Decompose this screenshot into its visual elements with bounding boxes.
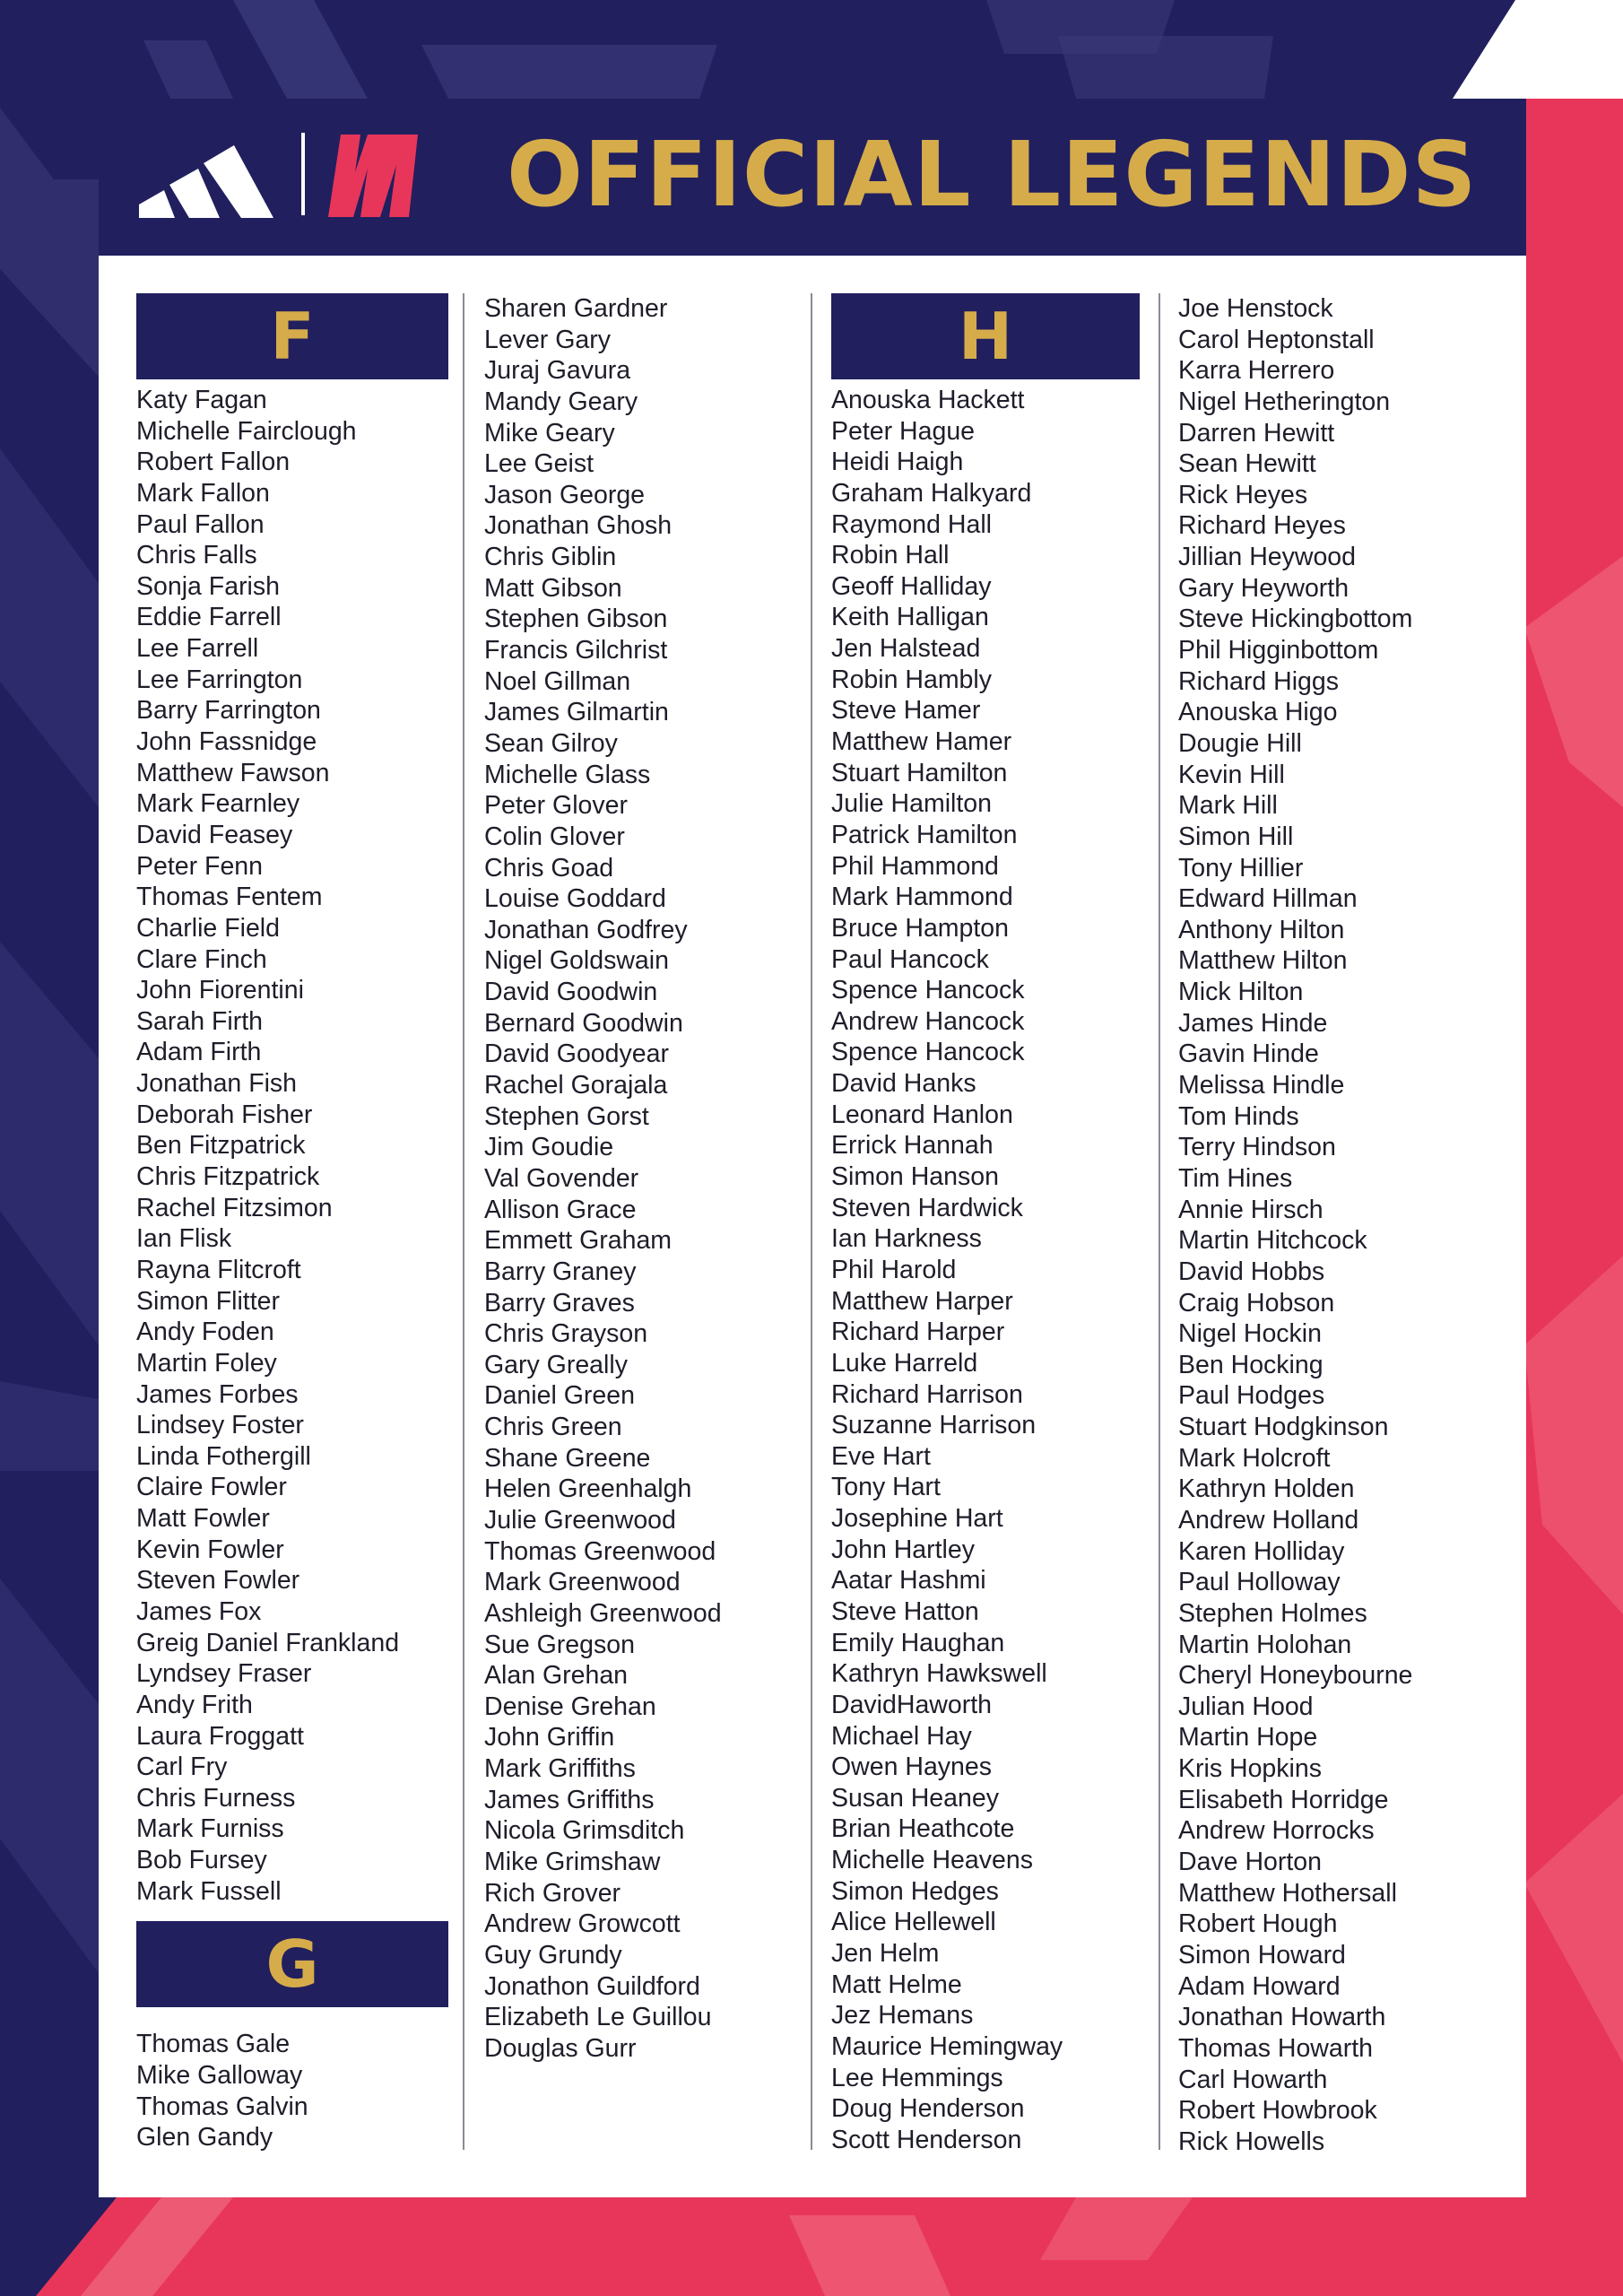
legend-name: Elizabeth Le Guillou	[484, 2003, 712, 2032]
legend-name: Val Govender	[484, 1163, 639, 1193]
legend-name: David Hobbs	[1178, 1257, 1325, 1286]
legend-name: James Fox	[136, 1596, 262, 1626]
legend-name: Joe Henstock	[1178, 294, 1333, 323]
legend-name: Chris Falls	[136, 541, 257, 570]
legend-name: Suzanne Harrison	[831, 1411, 1037, 1440]
legend-name: David Goodyear	[484, 1039, 669, 1069]
legend-name: Paul Hancock	[831, 944, 989, 974]
legend-name: Julie Hamilton	[831, 789, 992, 819]
legend-name: Spence Hancock	[831, 1038, 1025, 1067]
legend-name: Glen Gandy	[136, 2123, 273, 2152]
legend-name: Barry Farrington	[136, 696, 321, 726]
legend-name: Ian Flisk	[136, 1224, 232, 1254]
legend-name: Chris Furness	[136, 1783, 296, 1813]
legend-name: Steve Hickingbottom	[1178, 604, 1413, 634]
legend-name: Aatar Hashmi	[831, 1566, 986, 1596]
legend-name: Nigel Hockin	[1178, 1319, 1322, 1349]
legend-name: Jen Helm	[831, 1939, 940, 1969]
legend-name: Tom Hinds	[1178, 1101, 1299, 1131]
legend-name: Rick Howells	[1178, 2126, 1325, 2156]
legend-name: Thomas Howarth	[1178, 2033, 1373, 2063]
legend-name: Josephine Hart	[831, 1504, 1003, 1534]
legend-name: Stephen Gorst	[484, 1101, 649, 1131]
legend-name: Lee Farrington	[136, 665, 303, 694]
legend-name: Richard Harrison	[831, 1379, 1023, 1409]
legend-name: Matt Gibson	[484, 573, 622, 603]
poster-title: OFFICIAL LEGENDS	[507, 122, 1478, 227]
legend-name: Lyndsey Fraser	[136, 1659, 312, 1689]
legend-name: Barry Graves	[484, 1288, 635, 1318]
legend-name: Graham Halkyard	[831, 478, 1032, 508]
legend-name: David Feasey	[136, 820, 293, 849]
legend-name: Robert Fallon	[136, 448, 291, 477]
legend-name: Thomas Greenwood	[484, 1536, 716, 1566]
legend-name: David Goodwin	[484, 978, 658, 1007]
legend-name: Chris Giblin	[484, 543, 617, 572]
legend-name: Michelle Glass	[484, 760, 651, 789]
legend-name: Cheryl Honeybourne	[1178, 1661, 1413, 1691]
legend-name: Andrew Hancock	[831, 1006, 1025, 1036]
legend-name: Claire Fowler	[136, 1473, 287, 1502]
legend-name: Chris Fitzpatrick	[136, 1162, 320, 1192]
legend-name: Elisabeth Horridge	[1178, 1785, 1389, 1814]
legend-name: Thomas Galvin	[136, 2092, 308, 2121]
legend-name: Jen Halstead	[831, 634, 981, 664]
legend-name: Maurice Hemingway	[831, 2031, 1063, 2061]
legend-name: Kris Hopkins	[1178, 1754, 1322, 1784]
names-list-h-part-2	[1178, 293, 1510, 2157]
legend-name: Keith Halligan	[831, 603, 989, 632]
legend-name: Andrew Horrocks	[1178, 1816, 1375, 1846]
legend-name: David Hanks	[831, 1069, 976, 1099]
names-list-f	[136, 385, 450, 1907]
legend-name: Lee Hemmings	[831, 2063, 1003, 2092]
legend-name: Thomas Gale	[136, 2030, 291, 2059]
legend-name: Karen Holliday	[1178, 1536, 1345, 1566]
legend-name: Jez Hemans	[831, 2001, 974, 2031]
legend-name: Andrew Holland	[1178, 1505, 1359, 1535]
legend-name: Chris Green	[484, 1413, 622, 1442]
legend-name: Anouska Hackett	[831, 386, 1025, 414]
m-monogram-logo	[328, 135, 418, 217]
legend-name: Francis Gilchrist	[484, 636, 668, 665]
legend-name: Anouska Higo	[1178, 698, 1338, 727]
legend-name: James Forbes	[136, 1379, 299, 1409]
legend-name: Sarah Firth	[136, 1006, 263, 1036]
legend-name: Douglas Gurr	[484, 2033, 637, 2063]
legend-name: Susan Heaney	[831, 1783, 999, 1813]
legend-name: Annie Hirsch	[1178, 1195, 1324, 1224]
legend-name: Gavin Hinde	[1178, 1039, 1319, 1069]
column-2	[484, 293, 807, 2065]
legend-name: Nigel Hetherington	[1178, 387, 1391, 416]
legend-name: Dougie Hill	[1178, 728, 1302, 758]
legend-name: Kevin Hill	[1178, 760, 1285, 789]
legend-name: Jim Goudie	[484, 1133, 614, 1162]
legend-name: Bernard Goodwin	[484, 1008, 683, 1038]
legend-name: Matthew Harper	[831, 1286, 1013, 1316]
legend-name: Bruce Hampton	[831, 913, 1010, 943]
legend-name: Leonard Hanlon	[831, 1100, 1013, 1129]
legend-name: Raymond Hall	[831, 509, 992, 539]
legend-name: Stuart Hamilton	[831, 758, 1008, 787]
legend-name: Paul Holloway	[1178, 1568, 1341, 1597]
legend-name: Thomas Fentem	[136, 883, 323, 912]
legend-name: Terry Hindson	[1178, 1133, 1336, 1162]
legend-name: Carl Howarth	[1178, 2065, 1328, 2094]
legend-name: Sue Gregson	[484, 1630, 635, 1659]
names-list-g-part-1	[136, 2029, 450, 2153]
legend-name: Richard Higgs	[1178, 666, 1339, 696]
legend-name: Mandy Geary	[484, 387, 638, 416]
names-list-g-part-2	[484, 293, 807, 2065]
legend-name: Jonathan Howarth	[1178, 2003, 1386, 2032]
legend-name: Tony Hillier	[1178, 853, 1304, 883]
legend-name: Phil Higginbottom	[1178, 636, 1379, 665]
legend-name: Edward Hillman	[1178, 884, 1358, 914]
legend-name: Kathryn Holden	[1178, 1474, 1355, 1504]
logo-divider	[301, 133, 305, 215]
column-3	[831, 293, 1145, 2156]
legend-name: Stephen Holmes	[1178, 1598, 1367, 1628]
legend-name: Greig Daniel Frankland	[136, 1628, 400, 1657]
legend-name: Adam Firth	[136, 1038, 262, 1067]
legend-name: Robin Hall	[831, 541, 950, 570]
legend-name: Craig Hobson	[1178, 1288, 1335, 1318]
legend-name: Jonathon Guildford	[484, 1971, 700, 2001]
legend-name: Matthew Hamer	[831, 727, 1012, 757]
legend-name: Richard Heyes	[1178, 511, 1346, 541]
legend-name: Julie Greenwood	[484, 1505, 676, 1535]
legend-name: James Griffiths	[484, 1785, 655, 1814]
legend-name: Lindsey Foster	[136, 1411, 304, 1440]
legend-name: Katy Fagan	[136, 386, 267, 414]
legend-name: Karra Herrero	[1178, 356, 1335, 386]
legend-name: Patrick Hamilton	[831, 820, 1018, 849]
legend-name: Sean Gilroy	[484, 728, 618, 758]
legend-name: Errick Hannah	[831, 1131, 994, 1161]
legend-name: Helen Greenhalgh	[484, 1474, 692, 1504]
legend-name: Mick Hilton	[1178, 978, 1304, 1007]
legend-name: Scott Henderson	[831, 2125, 1022, 2154]
legend-name: Simon Hill	[1178, 822, 1294, 851]
legend-name: Matthew Hilton	[1178, 946, 1348, 976]
adidas-logo	[139, 133, 273, 218]
legend-name: Jillian Heywood	[1178, 543, 1357, 572]
legend-name: Tony Hart	[831, 1473, 941, 1502]
section-header-g: G	[136, 1921, 448, 2007]
legend-name: Emily Haughan	[831, 1628, 1005, 1657]
legend-name: Matt Helme	[831, 1970, 962, 1999]
legend-name: Rachel Gorajala	[484, 1071, 668, 1100]
legend-name: Guy Grundy	[484, 1940, 622, 1970]
legend-name: Juraj Gavura	[484, 356, 631, 386]
legend-name: Geoff Halliday	[831, 571, 992, 601]
legend-name: Sharen Gardner	[484, 294, 668, 323]
legend-name: Matt Fowler	[136, 1504, 270, 1534]
legend-name: Mark Griffiths	[484, 1754, 636, 1784]
legend-name: Robert Howbrook	[1178, 2096, 1377, 2126]
legend-name: Richard Harper	[831, 1318, 1005, 1347]
legend-name: DavidHaworth	[831, 1690, 992, 1719]
legend-name: Kathryn Hawkswell	[831, 1659, 1047, 1689]
legend-name: Michelle Heavens	[831, 1846, 1033, 1875]
legend-name: Lee Farrell	[136, 634, 259, 664]
legend-name: Sonja Farish	[136, 571, 280, 601]
legend-name: Mike Galloway	[136, 2061, 303, 2091]
legend-name: John Fiorentini	[136, 976, 304, 1005]
legend-name: Heidi Haigh	[831, 448, 964, 477]
legend-name: Alan Grehan	[484, 1661, 629, 1691]
legend-name: Peter Hague	[831, 416, 976, 446]
legend-name: Simon Hedges	[831, 1876, 999, 1906]
legend-name: Martin Hope	[1178, 1723, 1318, 1752]
legend-name: Robin Hambly	[831, 665, 992, 694]
legend-name: Andy Foden	[136, 1318, 274, 1347]
legend-name: Martin Holohan	[1178, 1630, 1352, 1659]
legend-name: Mark Fearnley	[136, 789, 300, 819]
legend-name: John Fassnidge	[136, 727, 317, 757]
legend-name: Steve Hamer	[831, 696, 981, 726]
legend-name: Andrew Growcott	[484, 1909, 681, 1939]
legend-name: Anthony Hilton	[1178, 915, 1345, 944]
legend-name: James Gilmartin	[484, 698, 669, 727]
legend-name: Ben Hocking	[1178, 1350, 1324, 1379]
legend-name: Sean Hewitt	[1178, 449, 1316, 479]
legend-name: Martin Foley	[136, 1348, 277, 1378]
legend-name: Daniel Green	[484, 1381, 635, 1411]
legend-name: Michelle Fairclough	[136, 416, 357, 446]
legend-name: John Hartley	[831, 1535, 975, 1564]
column-divider	[463, 293, 464, 2150]
legend-name: Mark Furniss	[136, 1814, 284, 1844]
names-list-h-part-1	[831, 385, 1145, 2156]
legend-name: Chris Grayson	[484, 1319, 648, 1349]
legend-name: Stephen Gibson	[484, 604, 668, 634]
legend-name: Mark Greenwood	[484, 1568, 681, 1597]
column-1	[136, 293, 450, 2153]
legend-name: John Griffin	[484, 1723, 615, 1752]
legend-name: Doug Henderson	[831, 2094, 1025, 2124]
legend-name: Alice Hellewell	[831, 1908, 996, 1937]
legend-name: Eve Hart	[831, 1441, 931, 1471]
legend-name: Mark Fussell	[136, 1876, 282, 1906]
legend-name: Nigel Goldswain	[484, 946, 669, 976]
legend-name: Brian Heathcote	[831, 1814, 1015, 1844]
legend-name: Matthew Fawson	[136, 758, 330, 787]
legend-name: Steve Hatton	[831, 1596, 979, 1626]
legend-name: Rayna Flitcroft	[136, 1255, 301, 1284]
legend-name: Jason George	[484, 480, 646, 509]
column-divider	[811, 293, 812, 2150]
legend-name: Deborah Fisher	[136, 1100, 313, 1129]
legend-name: Shane Greene	[484, 1443, 651, 1473]
legend-name: Kevin Fowler	[136, 1535, 284, 1564]
column-divider	[1159, 293, 1160, 2150]
legend-name: Mark Fallon	[136, 478, 270, 508]
legend-name: Peter Glover	[484, 791, 628, 821]
legend-name: Paul Fallon	[136, 509, 265, 539]
legend-name: Mike Grimshaw	[484, 1848, 661, 1877]
legend-name: Robert Hough	[1178, 1909, 1338, 1939]
legend-name: Ian Harkness	[831, 1224, 982, 1254]
legend-name: Phil Hammond	[831, 851, 999, 881]
legend-name: Denise Grehan	[484, 1692, 656, 1721]
legend-name: Charlie Field	[136, 913, 280, 943]
legend-name: Laura Froggatt	[136, 1721, 304, 1751]
legend-name: Barry Graney	[484, 1257, 637, 1286]
legend-name: Michael Hay	[831, 1721, 972, 1751]
legend-name: Mike Geary	[484, 418, 615, 448]
column-4	[1178, 293, 1510, 2157]
legend-name: Spence Hancock	[831, 976, 1025, 1005]
legend-name: Gary Heyworth	[1178, 573, 1350, 603]
legend-name: Noel Gillman	[484, 666, 631, 696]
legend-name: Luke Harreld	[831, 1348, 978, 1378]
legend-name: Lever Gary	[484, 325, 611, 354]
legend-name: Ben Fitzpatrick	[136, 1131, 306, 1161]
legend-name: Stuart Hodgkinson	[1178, 1413, 1389, 1442]
legend-name: Rick Heyes	[1178, 480, 1308, 509]
legend-name: Owen Haynes	[831, 1752, 993, 1782]
legend-name: Simon Flitter	[136, 1286, 280, 1316]
legend-name: Bob Fursey	[136, 1846, 267, 1875]
section-header-f: F	[136, 293, 448, 379]
legend-name: Peter Fenn	[136, 851, 263, 881]
legend-name: Matthew Hothersall	[1178, 1878, 1397, 1908]
legend-name: Mark Hill	[1178, 791, 1278, 821]
section-header-h: H	[831, 293, 1140, 379]
legend-name: Linda Fothergill	[136, 1441, 311, 1471]
legend-name: Colin Glover	[484, 822, 625, 851]
legend-name: Simon Howard	[1178, 1940, 1346, 1970]
legend-name: Steven Fowler	[136, 1566, 300, 1596]
legend-name: Eddie Farrell	[136, 603, 282, 632]
legend-name: Mark Holcroft	[1178, 1443, 1331, 1473]
legend-name: James Hinde	[1178, 1008, 1328, 1038]
legend-name: Steven Hardwick	[831, 1193, 1023, 1222]
legend-name: Darren Hewitt	[1178, 418, 1335, 448]
legend-name: Jonathan Fish	[136, 1069, 298, 1099]
legend-name: Julian Hood	[1178, 1692, 1314, 1721]
legend-name: Melissa Hindle	[1178, 1071, 1345, 1100]
legend-name: Andy Frith	[136, 1690, 253, 1719]
legend-name: Jonathan Godfrey	[484, 915, 688, 944]
legend-name: Dave Horton	[1178, 1848, 1322, 1877]
legend-name: Clare Finch	[136, 944, 267, 974]
legend-name: Rachel Fitzsimon	[136, 1193, 333, 1222]
legend-name: Gary Greally	[484, 1350, 628, 1379]
legend-name: Mark Hammond	[831, 883, 1013, 912]
legend-name: Phil Harold	[831, 1255, 957, 1284]
legend-name: Lee Geist	[484, 449, 594, 479]
legend-name: Paul Hodges	[1178, 1381, 1325, 1411]
legend-name: Carol Heptonstall	[1178, 325, 1375, 354]
legend-name: Allison Grace	[484, 1195, 637, 1224]
legend-name: Carl Fry	[136, 1752, 228, 1782]
legend-name: Tim Hines	[1178, 1163, 1293, 1193]
legend-name: Adam Howard	[1178, 1971, 1341, 2001]
legend-name: Nicola Grimsditch	[484, 1816, 685, 1846]
legend-name: Ashleigh Greenwood	[484, 1598, 722, 1628]
legend-name: Martin Hitchcock	[1178, 1226, 1367, 1256]
legend-name: Louise Goddard	[484, 884, 666, 914]
legend-name: Simon Hanson	[831, 1162, 999, 1192]
legend-name: Rich Grover	[484, 1878, 621, 1908]
legend-name: Jonathan Ghosh	[484, 511, 673, 541]
legend-name: Chris Goad	[484, 853, 614, 883]
legend-name: Emmett Graham	[484, 1226, 673, 1256]
